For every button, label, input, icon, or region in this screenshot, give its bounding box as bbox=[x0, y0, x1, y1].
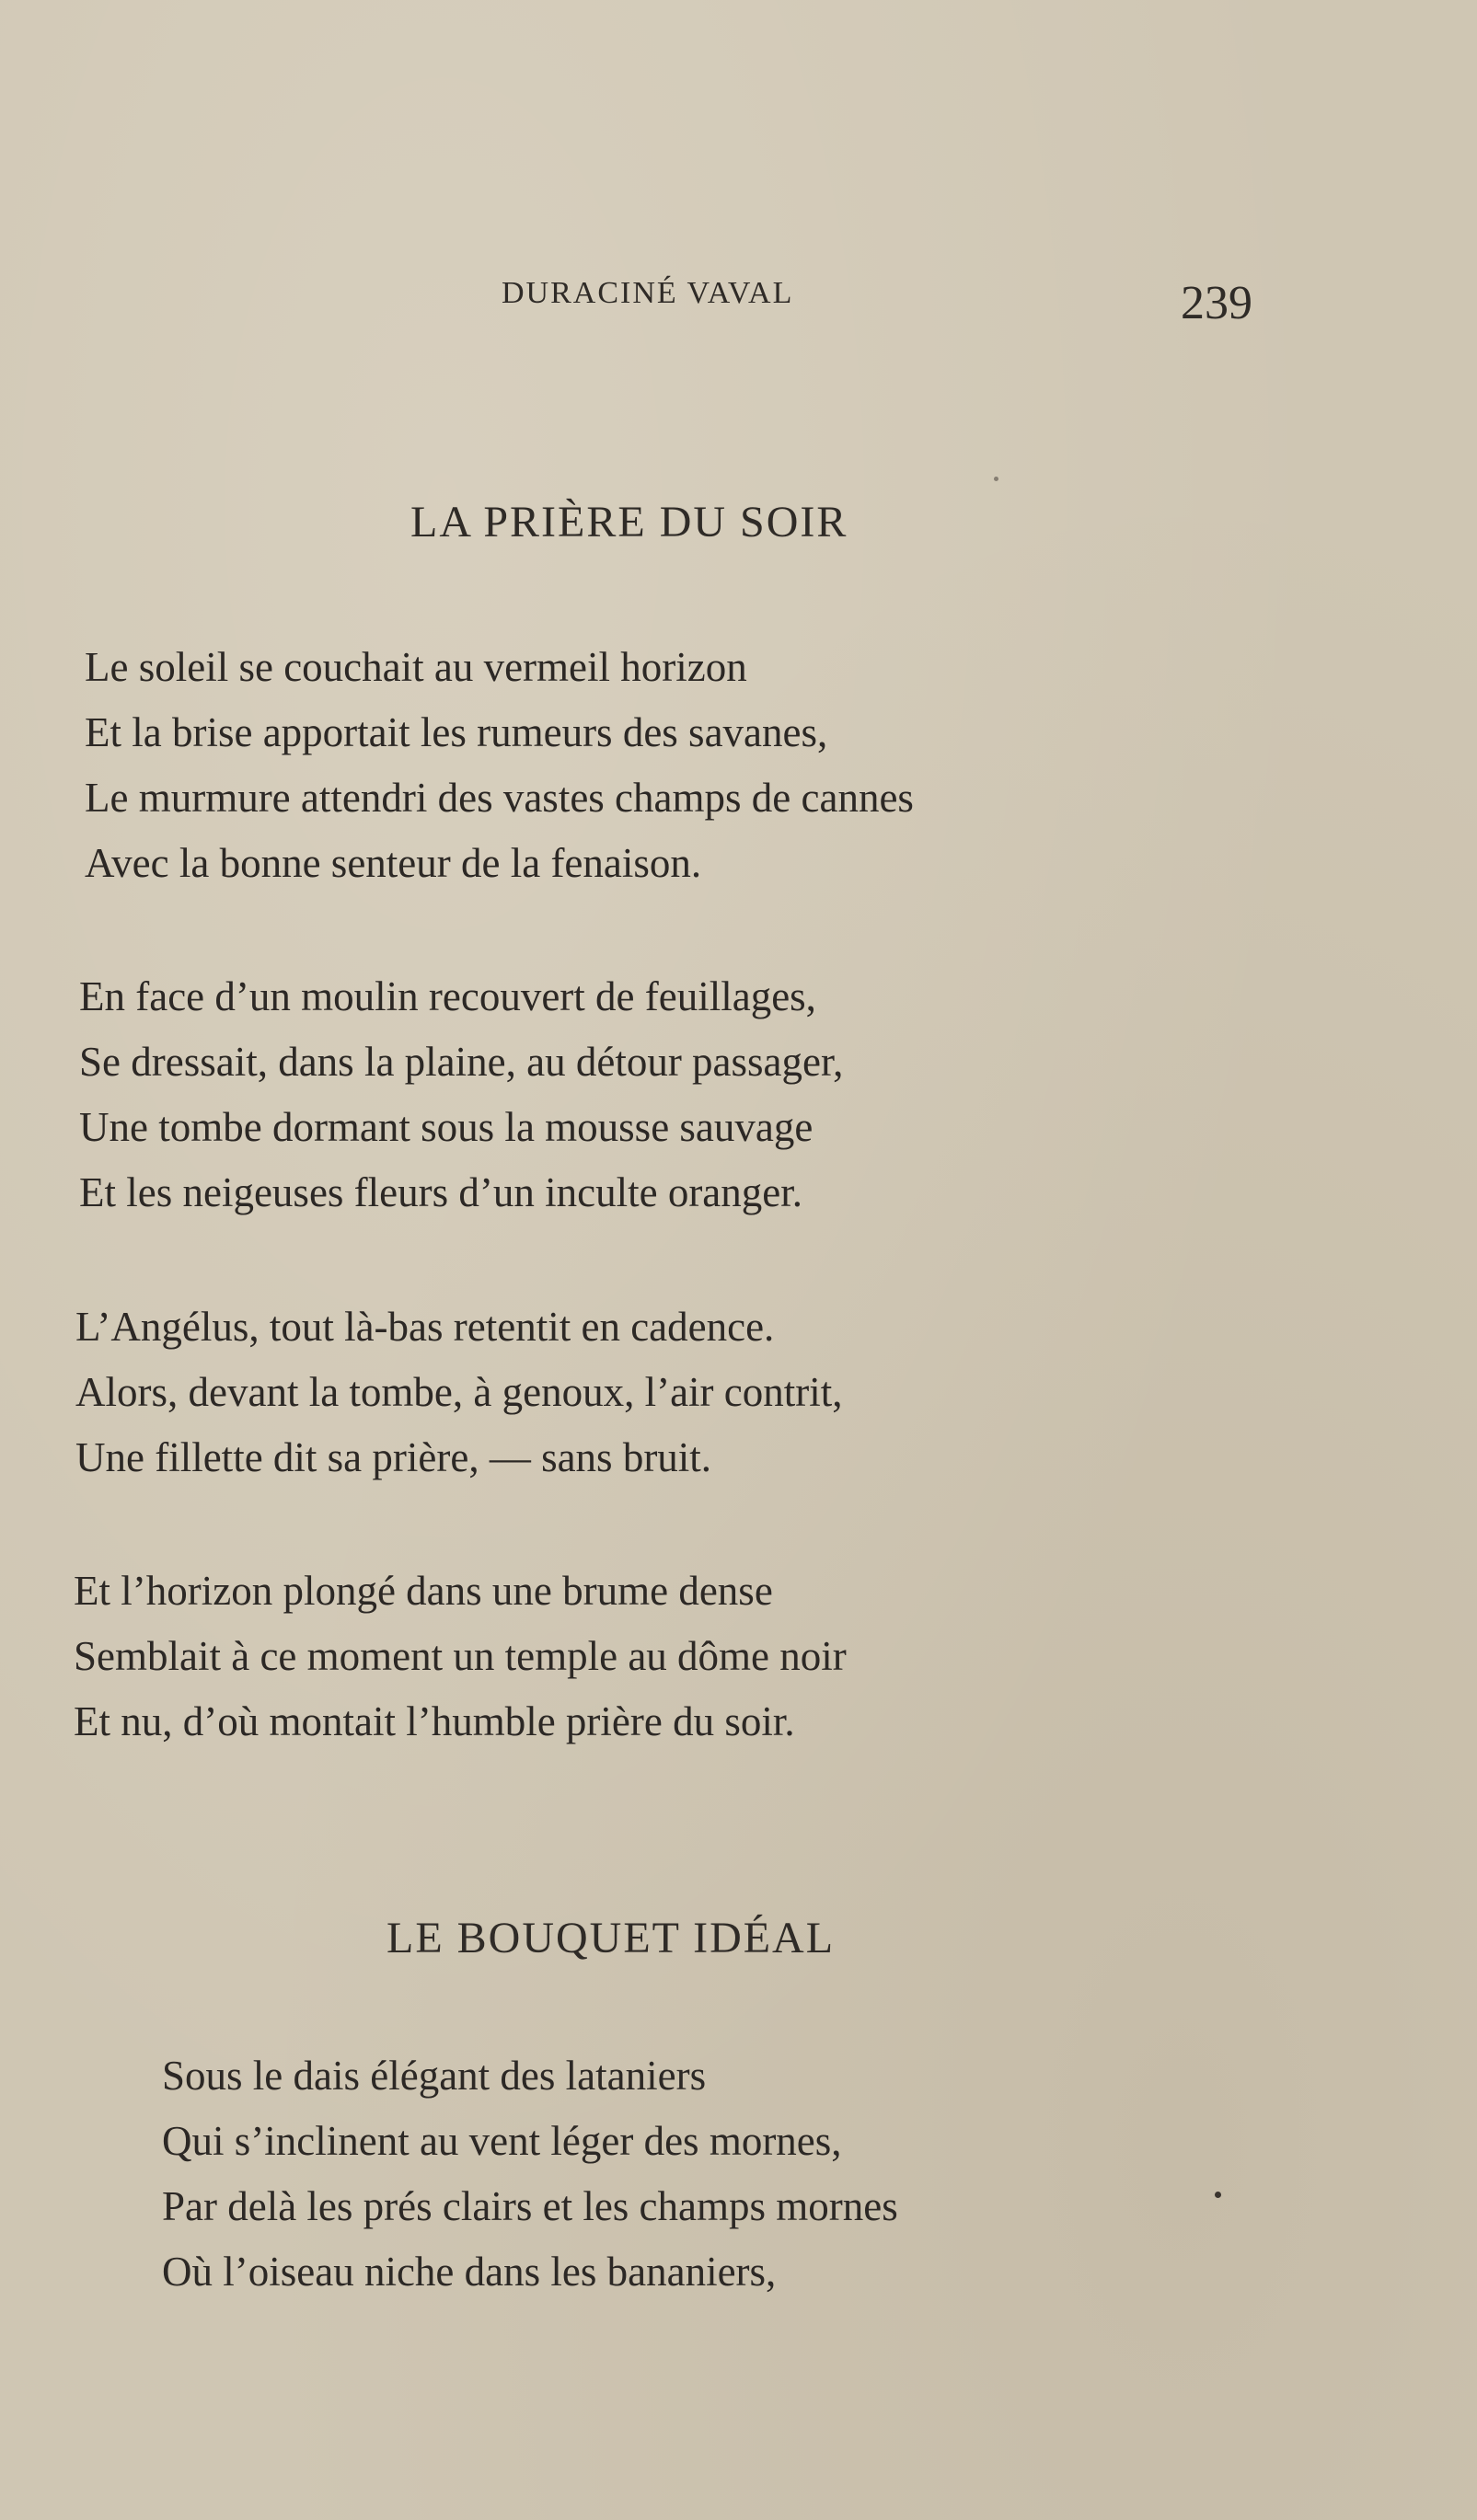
verse-line: Sous le dais élégant des lataniers bbox=[162, 2053, 707, 2099]
stanza bbox=[75, 1295, 843, 1490]
verse-line: Et nu, d’où montait l’humble prière du soir. bbox=[74, 1698, 795, 1744]
stanza bbox=[85, 635, 914, 896]
verse-line: Une tombe dormant sous la mousse sauvage bbox=[79, 1104, 814, 1150]
stanza bbox=[162, 2043, 898, 2305]
verse-line: Et la brise apportait les rumeurs des savanes, bbox=[85, 709, 828, 755]
running-head: DURACINÉ VAVAL bbox=[502, 276, 794, 310]
verse-line: Se dressait, dans la plaine, au détour passager, bbox=[79, 1039, 844, 1085]
stanza bbox=[74, 1559, 847, 1755]
verse-line: L’Angélus, tout là-bas retentit en cadence. bbox=[75, 1304, 775, 1350]
paper-speck bbox=[1215, 2192, 1221, 2198]
verse-line: Une fillette dit sa prière, — sans bruit. bbox=[75, 1434, 712, 1480]
verse-line: Où l’oiseau niche dans les bananiers, bbox=[162, 2249, 777, 2295]
stanza bbox=[79, 964, 843, 1225]
verse-line: Qui s’inclinent au vent léger des mornes, bbox=[162, 2118, 842, 2164]
verse-line: Et l’horizon plongé dans une brume dense bbox=[74, 1568, 773, 1614]
verse-line: Avec la bonne senteur de la fenaison. bbox=[85, 840, 702, 886]
verse-line: Alors, devant la tombe, à genoux, l’air contrit, bbox=[75, 1369, 843, 1415]
verse-line: En face d’un moulin recouvert de feuillages, bbox=[79, 973, 816, 1019]
poem-title: LE BOUQUET IDÉAL bbox=[387, 1914, 836, 1962]
verse-line: Par delà les prés clairs et les champs mornes bbox=[162, 2183, 898, 2229]
paper-speck bbox=[994, 477, 998, 481]
verse-line: Et les neigeuses fleurs d’un inculte oranger. bbox=[79, 1169, 803, 1215]
verse-line: Semblait à ce moment un temple au dôme noir bbox=[74, 1633, 847, 1679]
page-number: 239 bbox=[1181, 277, 1252, 329]
poem-title: LA PRIÈRE DU SOIR bbox=[410, 498, 848, 547]
verse-line: Le murmure attendri des vastes champs de cannes bbox=[85, 775, 914, 821]
verse-line: Le soleil se couchait au vermeil horizon bbox=[85, 644, 747, 690]
